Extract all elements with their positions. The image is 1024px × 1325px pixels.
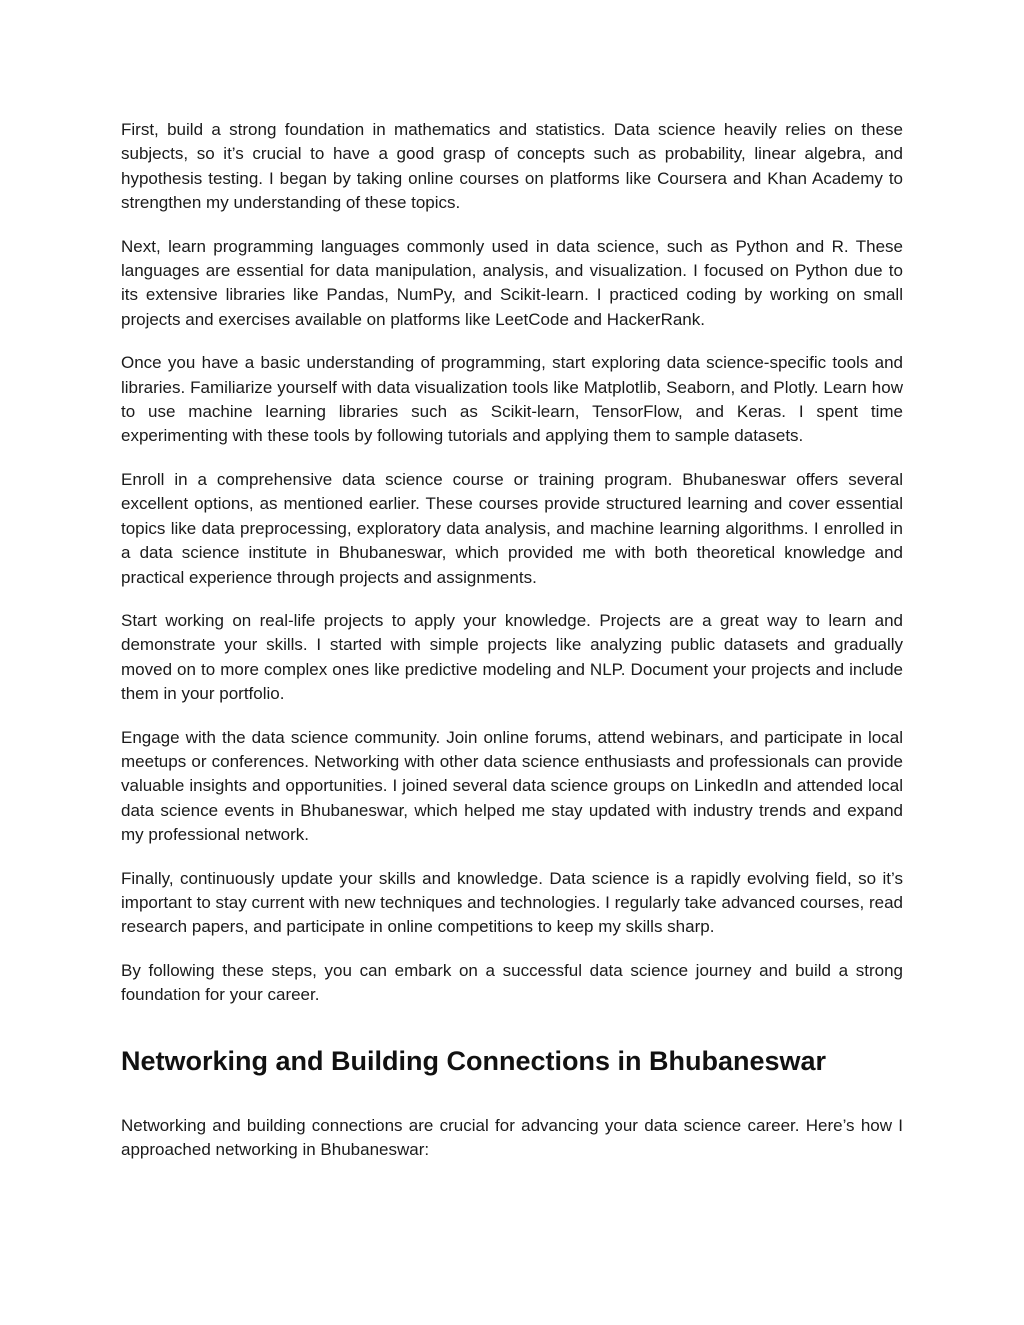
- section-heading: Networking and Building Connections in Bhubaneswar: [121, 1045, 827, 1076]
- paragraph-networking-intro: Networking and building connections are crucial for advancing your data science career. Here’s how I approached networking in Bhubaneswar:: [121, 1115, 903, 1159]
- paragraph-course-enrollment: Enroll in a comprehensive data science course or training program. Bhubaneswar offers several excellent options, as mentioned earlier. These courses provide structured learning and cover essential topics like data preprocessing, exploratory data analysis, and machine learning algorithms. I enrolled in a data science institute in Bhubaneswar, which provided me with both theoretical knowledge and practical experience through projects and assignments.: [121, 469, 903, 587]
- paragraph-conclusion: By following these steps, you can embark on a successful data science journey and build a strong foundation for your career.: [121, 960, 903, 1005]
- paragraph-programming-languages: Next, learn programming languages commonly used in data science, such as Python and R. These languages are essential for data manipulation, analysis, and visualization. I focused on Python due to its extensive libraries like Pandas, NumPy, and Scikit-learn. I practiced coding by working on small projects and exercises available on platforms like LeetCode and HackerRank.: [121, 236, 903, 329]
- paragraph-math-foundation: First, build a strong foundation in mathematics and statistics. Data science heavily relies on these subjects, so it’s crucial to have a good grasp of concepts such as probability, linear algebra, and hypothesis testing. I began by taking online courses on platforms like Coursera and Khan Academy to strengthen my understanding of these topics.: [121, 120, 903, 213]
- paragraph-real-projects: Start working on real-life projects to apply your knowledge. Projects are a great way to learn and demonstrate your skills. I started with simple projects like analyzing public datasets and gradually moved on to more complex ones like predictive modeling and NLP. Document your projects and include them in your portfolio.: [121, 610, 903, 704]
- paragraph-community: Engage with the data science community. Join online forums, attend webinars, and participate in local meetups or conferences. Networking with other data science enthusiasts and professionals can provide valuable insights and opportunities. I joined several data science groups on LinkedIn and attended local data science events in Bhubaneswar, which helped me stay updated with industry trends and expand my professional network.: [121, 727, 903, 845]
- paragraph-tools-libraries: Once you have a basic understanding of programming, start exploring data science-specific tools and libraries. Familiarize yourself with data visualization tools like Matplotlib, Seaborn, and Plotly. Learn how to use machine learning libraries such as Scikit-learn, TensorFlow, and Keras. I spent time experimenting with these tools by following tutorials and applying them to sample datasets.: [121, 353, 903, 446]
- paragraph-continuous-learning: Finally, continuously update your skills and knowledge. Data science is a rapidly evolving field, so it’s important to stay current with new techniques and technologies. I regularly take advanced courses, read research papers, and participate in online competitions to keep my skills sharp.: [121, 868, 903, 937]
